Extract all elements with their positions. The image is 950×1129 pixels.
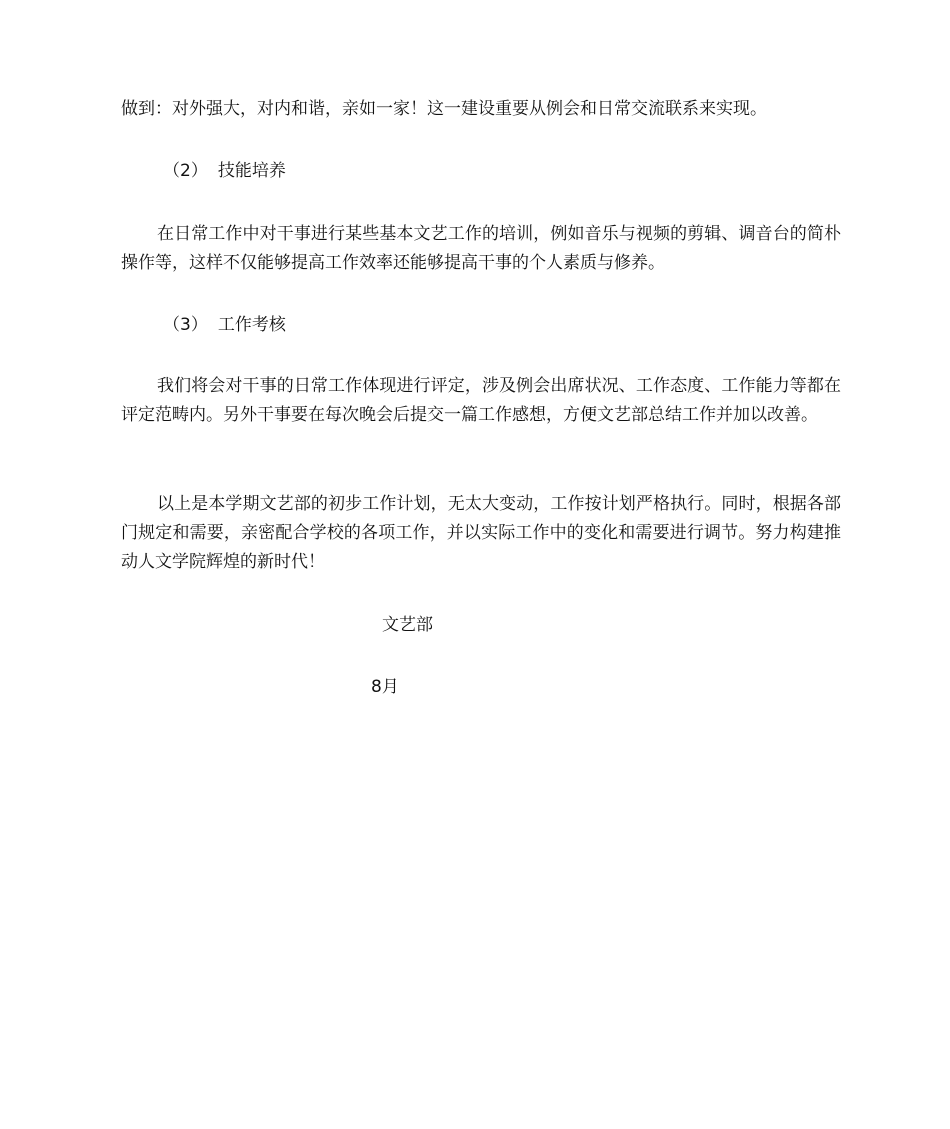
section-title: 工作考核 [217, 315, 286, 335]
section-heading-skills [163, 157, 286, 186]
continuation-paragraph: 做到：对外强大，对内和谐，亲如一家！这一建设重要从例会和日常交流联系来实现。 [121, 99, 767, 119]
section-heading-assessment [163, 311, 286, 340]
signature-date: 8月 [371, 677, 399, 697]
skills-paragraph: 在日常工作中对干事进行某些基本文艺工作的培训，例如音乐与视频的剪辑、调音台的简朴操作等，这样不仅能够提高工作效率还能够提高干事的个人素质与修养。 [121, 224, 841, 273]
closing-paragraph: 以上是本学期文艺部的初步工作计划，无太大变动，工作按计划严格执行。同时，根据各部门规定和需要，亲密配合学校的各项工作，并以实际工作中的变化和需要进行调节。努力构建推动人文学院辉煌的新时代！ [121, 494, 841, 572]
section-number: （3） [163, 315, 208, 335]
assessment-paragraph: 我们将会对干事的日常工作体现进行评定，涉及例会出席状况、工作态度、工作能力等都在评定范畴内。另外干事要在每次晚会后提交一篇工作感想，方便文艺部总结工作并加以改善。 [121, 376, 841, 425]
signature-department: 文艺部 [382, 615, 433, 635]
section-title: 技能培养 [217, 161, 286, 181]
section-number: （2） [163, 161, 208, 181]
